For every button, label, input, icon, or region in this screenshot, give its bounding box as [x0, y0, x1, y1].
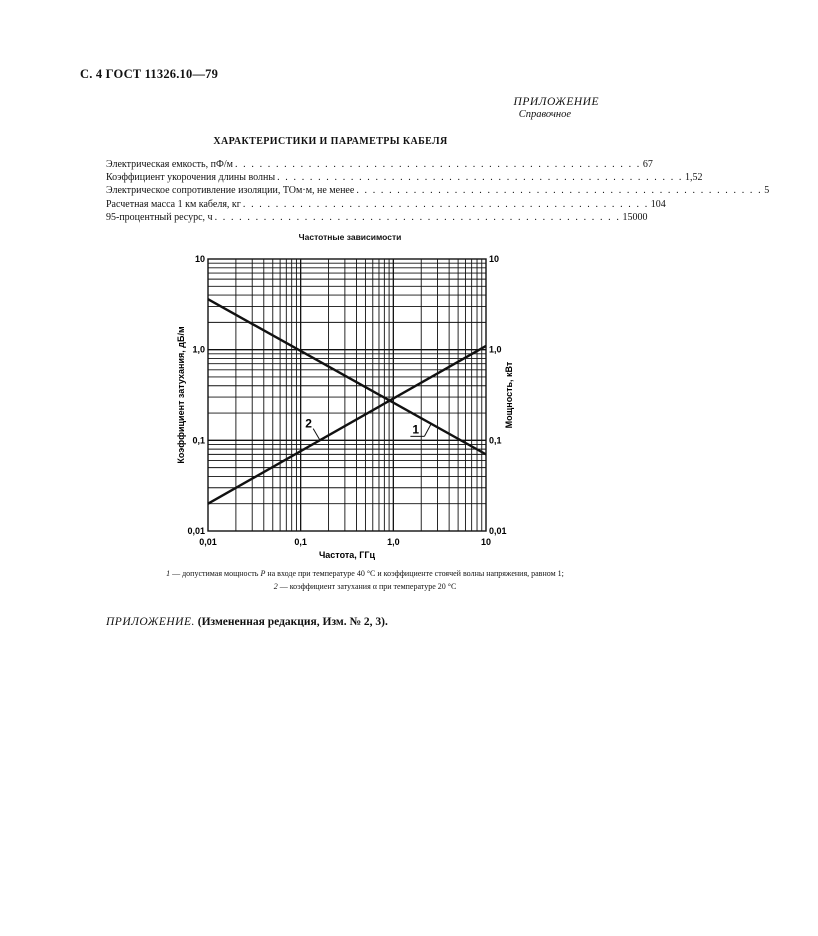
section-title: ХАРАКТЕРИСТИКИ И ПАРАМЕТРЫ КАБЕЛЯ — [213, 136, 448, 147]
x-tick-label: 10 — [480, 537, 492, 547]
legend-item-2-rest: при температуре 20 °С — [376, 581, 457, 591]
parameter-value: 67 — [642, 159, 653, 170]
parameter-label: Расчетная масса 1 км кабеля, кг — [106, 198, 241, 210]
y-tick-label-left: 0,1 — [192, 435, 205, 446]
parameter-value: 15000 — [622, 211, 648, 223]
x-tick-label: 0,01 — [199, 537, 217, 547]
x-axis-label: Частота, ГГц — [318, 550, 376, 560]
parameters-list — [106, 158, 770, 224]
y-tick-label-left: 1,0 — [192, 344, 205, 355]
parameter-value: 1,52 — [685, 172, 703, 184]
leader-dots: . . . . . . . . . . . . . . . . . . . . . . . . . . . . . . . . . . . . . . . . . . . . . . . . . . — [277, 172, 683, 184]
revision-note-label: ПРИЛОЖЕНИЕ. — [106, 616, 195, 628]
parameter-label: Электрическая емкость, пФ/м — [106, 159, 233, 170]
parameter-row — [106, 158, 653, 171]
frequency-chart — [170, 248, 530, 566]
chart-title: Частотные зависимости — [298, 232, 402, 242]
plot-frame — [208, 259, 486, 531]
legend-item-2 — [120, 581, 610, 594]
parameter-label: 95-процентный ресурс, ч — [106, 211, 213, 223]
series-label-1: 1 — [412, 422, 420, 437]
parameter-value: 5 — [764, 185, 770, 197]
parameter-row — [106, 184, 770, 197]
y-tick-label-left: 10 — [194, 254, 205, 264]
legend-item-1-number: 1 — [166, 569, 171, 578]
y-tick-label-right: 0,01 — [489, 526, 507, 536]
parameter-row — [106, 211, 648, 224]
parameter-row — [106, 198, 666, 211]
leader-dots: . . . . . . . . . . . . . . . . . . . . . . . . . . . . . . . . . . . . . . . . . . . . . . . . . . — [356, 185, 763, 197]
y-tick-label-right: 0,1 — [489, 435, 502, 446]
parameter-label: Коэффициент укорочения длины волны — [106, 172, 276, 184]
legend-item-1-rest: на входе при температуре 40 °С и коэффициенте стоячей волны напряжения, равном 1; — [265, 569, 564, 578]
series-label-2-leader — [313, 429, 320, 441]
leader-dots: . . . . . . . . . . . . . . . . . . . . . . . . . . . . . . . . . . . . . . . . . . . . . . . . . . — [214, 211, 621, 223]
x-tick-label: 1,0 — [387, 537, 400, 547]
y-axis-label-left: Коэффициент затухания, дБ/м — [176, 326, 186, 464]
tick-labels — [187, 254, 506, 547]
parameter-label: Электрическое сопротивление изоляции, ТОм·м, не менее — [106, 185, 355, 197]
legend-item-2-number: 2 — [273, 581, 278, 591]
y-tick-label-left: 0,01 — [187, 526, 205, 536]
x-tick-label: 0,1 — [294, 537, 307, 547]
series-label-1-leader — [424, 423, 431, 436]
appendix-title: ПРИЛОЖЕНИЕ — [513, 96, 599, 108]
series-label-2: 2 — [305, 416, 312, 431]
chart-grid — [208, 259, 486, 531]
parameter-row — [106, 171, 703, 184]
legend-item-2-text: — коэффициент затухания — [277, 581, 373, 591]
revision-note — [106, 616, 388, 628]
legend-item-1-text: — допустимая мощность — [170, 569, 261, 578]
leader-dots: . . . . . . . . . . . . . . . . . . . . . . . . . . . . . . . . . . . . . . . . . . . . . . . . . . — [234, 159, 641, 170]
revision-note-text: (Измененная редакция, Изм. № 2, 3). — [194, 616, 388, 628]
page-header: С. 4 ГОСТ 11326.10—79 — [80, 67, 219, 81]
legend-item-1 — [120, 568, 610, 581]
series-lines — [208, 299, 486, 503]
parameter-value: 104 — [650, 198, 666, 210]
figure-legend — [120, 568, 610, 593]
y-tick-label-right: 10 — [489, 254, 500, 264]
legend-item-2-symbol: α — [372, 581, 377, 591]
y-axis-label-right: Мощность, кВт — [504, 361, 514, 429]
legend-item-1-symbol: P — [260, 569, 266, 578]
y-tick-label-right: 1,0 — [489, 344, 502, 355]
leader-dots: . . . . . . . . . . . . . . . . . . . . . . . . . . . . . . . . . . . . . . . . . . . . . . . . . . — [242, 198, 649, 210]
appendix-subtitle: Справочное — [518, 109, 571, 120]
